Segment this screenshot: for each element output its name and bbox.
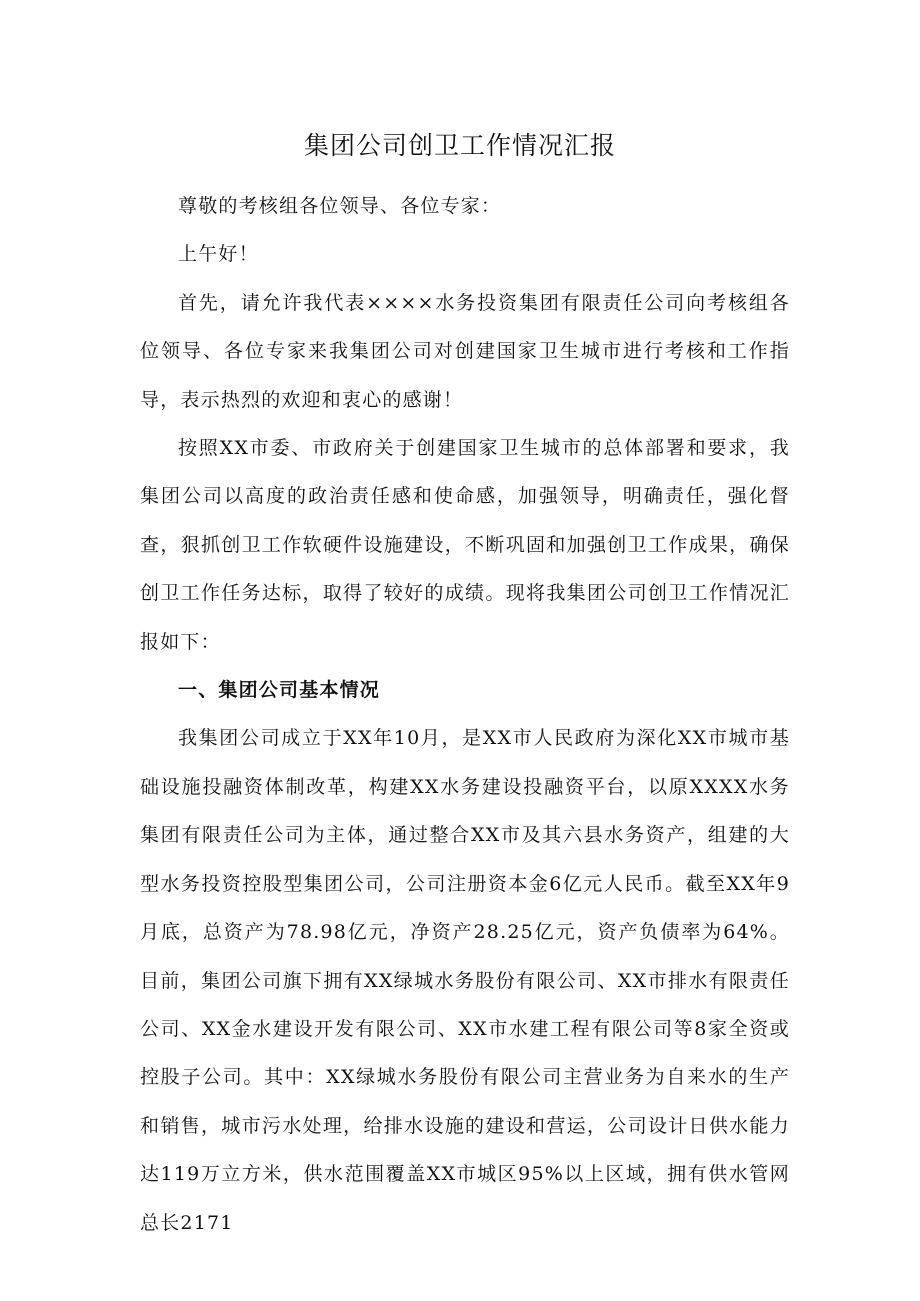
- document-body: [140, 182, 790, 1247]
- welcome-paragraph: 首先，请允许我代表××××水务投资集团有限责任公司向考核组各位领导、各位专家来我集团公司对创建国家卫生城市进行考核和工作指导，表示热烈的欢迎和衷心的感谢！: [140, 291, 790, 411]
- company-overview-paragraph: 我集团公司成立于XX年10月，是XX市人民政府为深化XX市城市基础设施投融资体制改革，构建XX水务建设投融资平台，以原XXXX水务集团有限责任公司为主体，通过整合XX市及其六县水务资产，组建的大型水务投资控股型集团公司，公司注册资本金6亿元人民币。截至XX年9月底，总资产为78.98亿元，净资产28.25亿元，资产负债率为64%。目前，集团公司旗下拥有XX绿城水务股份有限公司、XX市排水有限责任公司、XX金水建设开发有限公司、XX市水建工程有限公司等8家全资或控股子公司。其中：XX绿城水务股份有限公司主营业务为自来水的生产和销售，城市污水处理，给排水设施的建设和营运，公司设计日供水能力达119万立方米，供水范围覆盖XX市城区95%以上区域，拥有供水管网总长2171: [140, 727, 790, 1234]
- greeting: 上午好！: [178, 243, 259, 266]
- salutation: 尊敬的考核组各位领导、各位专家：: [178, 195, 502, 217]
- document-title: 集团公司创卫工作情况汇报: [303, 131, 616, 160]
- intro-paragraph: 按照XX市委、市政府关于创建国家卫生城市的总体部署和要求，我集团公司以高度的政治责任感和使命感，加强领导，明确责任，强化督查，狠抓创卫工作软硬件设施建设，不断巩固和加强创卫工作成果，确保创卫工作任务达标，取得了较好的成绩。现将我集团公司创卫工作情况汇报如下：: [140, 437, 790, 653]
- section-heading: 一、集团公司基本情况: [178, 679, 381, 702]
